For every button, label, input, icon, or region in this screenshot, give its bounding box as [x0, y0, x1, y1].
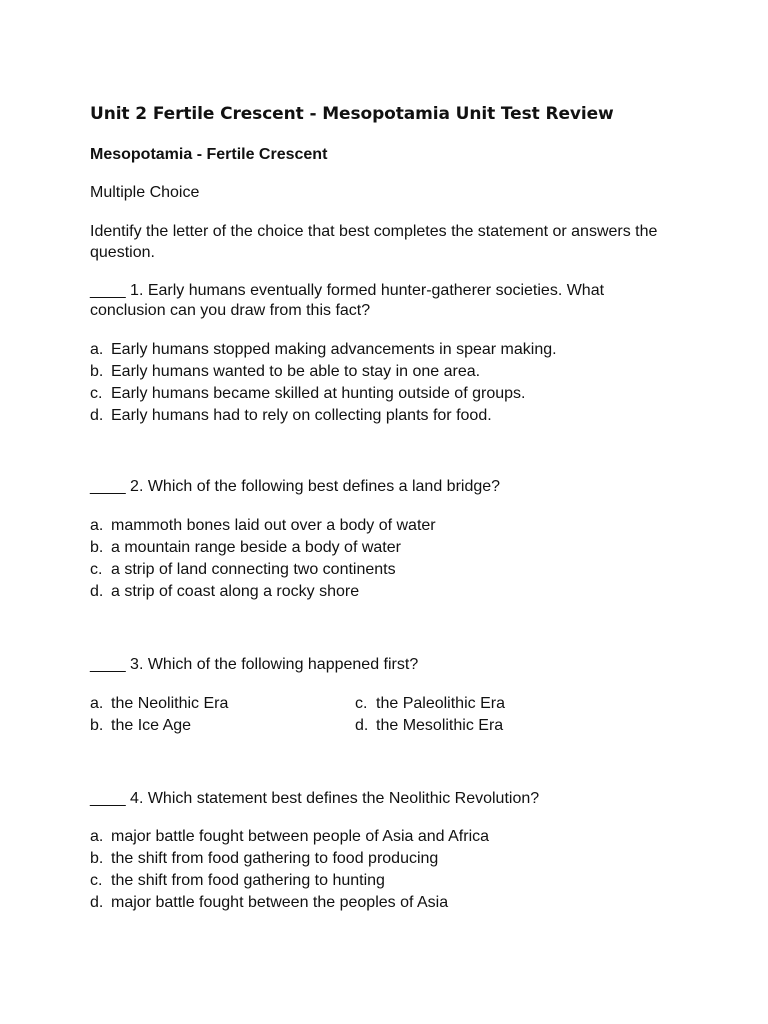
option-letter: a. [90, 341, 104, 358]
question-4-stem: ____ 4. Which statement best defines the Neolithic Revolution? [90, 790, 540, 807]
question-4-option-a [90, 827, 690, 849]
question-1 [90, 281, 680, 321]
option-text: Early humans stopped making advancements in spear making. [111, 341, 557, 358]
option-text: Early humans wanted to be able to stay in one area. [111, 363, 481, 380]
question-4-option-c [90, 871, 690, 893]
question-2-option-b [90, 538, 690, 560]
option-letter: c. [90, 872, 103, 889]
option-letter: c. [355, 695, 368, 712]
option-text: major battle fought between people of Asia and Africa [111, 828, 490, 845]
question-3-stem: ____ 3. Which of the following happened first? [90, 656, 419, 673]
option-letter: b. [90, 363, 104, 380]
question-1-option-c [90, 384, 690, 406]
question-1-option-a [90, 340, 690, 362]
option-letter: a. [90, 828, 104, 845]
option-letter: c. [90, 561, 103, 578]
question-1-option-b [90, 362, 690, 384]
option-text: the shift from food gathering to hunting [111, 872, 385, 889]
option-letter: b. [90, 850, 104, 867]
question-2-options [90, 516, 690, 604]
option-letter: b. [90, 717, 104, 734]
document-title: Unit 2 Fertile Crescent - Mesopotamia Unit Test Review [90, 104, 614, 124]
question-2-option-d [90, 582, 690, 604]
question-3-option-c [355, 694, 505, 714]
option-letter: a. [90, 695, 104, 712]
question-2-option-a [90, 516, 690, 538]
option-text: the Paleolithic Era [376, 695, 505, 712]
question-3 [90, 655, 680, 675]
section-heading: Multiple Choice [90, 184, 200, 201]
question-3-option-a [90, 694, 228, 714]
question-4-option-d [90, 893, 690, 915]
option-letter: a. [90, 517, 104, 534]
question-2 [90, 477, 680, 497]
option-text: a strip of coast along a rocky shore [111, 583, 360, 600]
question-2-stem: ____ 2. Which of the following best defines a land bridge? [90, 478, 501, 495]
document-subtitle: Mesopotamia - Fertile Crescent [90, 146, 328, 163]
option-text: the shift from food gathering to food producing [111, 850, 439, 867]
question-4-options [90, 827, 690, 915]
option-text: major battle fought between the peoples of Asia [111, 894, 449, 911]
option-text: the Neolithic Era [111, 695, 229, 712]
question-1-stem: ____ 1. Early humans eventually formed hunter-gatherer societies. What conclusion can you draw from this fact? [90, 282, 605, 319]
option-letter: d. [90, 894, 104, 911]
option-letter: d. [90, 583, 104, 600]
option-letter: d. [355, 717, 369, 734]
option-text: the Mesolithic Era [376, 717, 504, 734]
question-4-option-b [90, 849, 690, 871]
question-4 [90, 789, 680, 809]
option-text: Early humans became skilled at hunting outside of groups. [111, 385, 526, 402]
option-text: Early humans had to rely on collecting plants for food. [111, 407, 492, 424]
question-3-option-d [355, 716, 503, 736]
instructions-text: Identify the letter of the choice that best completes the statement or answers the question. [90, 223, 658, 261]
question-2-option-c [90, 560, 690, 582]
option-letter: c. [90, 385, 103, 402]
option-text: a strip of land connecting two continents [111, 561, 396, 578]
option-text: a mountain range beside a body of water [111, 539, 401, 556]
question-3-option-b [90, 716, 191, 736]
option-text: the Ice Age [111, 717, 192, 734]
question-1-options [90, 340, 690, 428]
question-1-option-d [90, 406, 690, 428]
option-text: mammoth bones laid out over a body of water [111, 517, 436, 534]
option-letter: d. [90, 407, 104, 424]
option-letter: b. [90, 539, 104, 556]
